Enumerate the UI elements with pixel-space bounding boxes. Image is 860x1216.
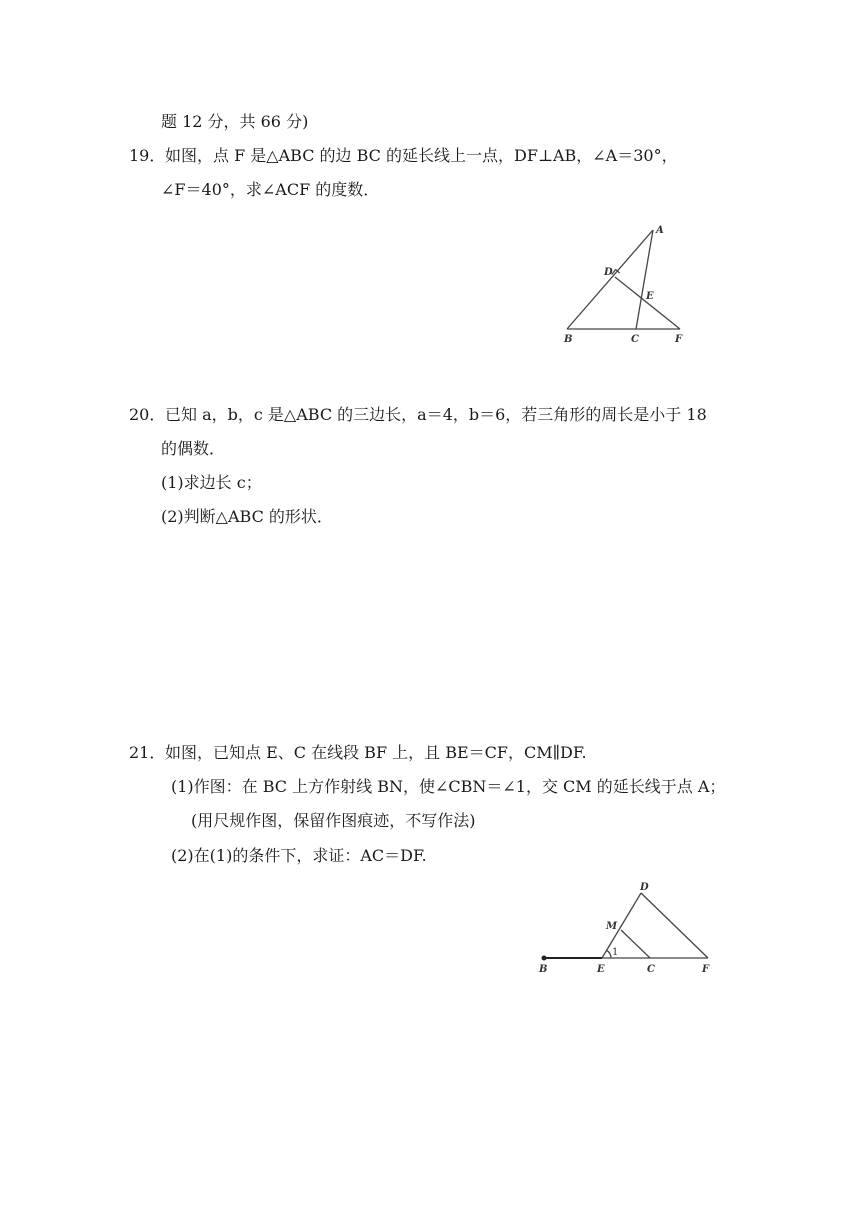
question-20-line-2: 的偶数． [161, 439, 226, 458]
segment-DF [615, 277, 680, 329]
segment-DF [641, 893, 708, 958]
label-E: E [646, 291, 654, 302]
label-F: F [675, 334, 683, 345]
label-B: B [564, 334, 573, 345]
section-header-tail: 题 12 分，共 66 分) [161, 112, 309, 131]
segment-BA [567, 230, 653, 329]
question-21-figure [530, 878, 720, 983]
label-A: A [656, 225, 664, 236]
angle-1-label: 1 [612, 947, 619, 958]
question-20-line-1: 已知 a，b，c 是△ABC 的三边长，a＝4，b＝6，若三角形的周长是小于 18 [165, 405, 707, 424]
question-21-number: 21． [129, 743, 166, 762]
question-21-part-2: (2)在(1)的条件下，求证：AC＝DF. [171, 846, 427, 865]
label-C: C [631, 334, 639, 345]
label-B: B [539, 964, 548, 975]
question-19-line-2: ∠F＝40°，求∠ACF 的度数． [161, 180, 380, 199]
question-21-part-1: (1)作图：在 BC 上方作射线 BN，使∠CBN＝∠1，交 CM 的延长线于点 A； [171, 777, 726, 796]
question-20-part-1: (1)求边长 c； [161, 473, 262, 492]
segment-CA [636, 230, 653, 329]
question-20-part-2: (2)判断△ABC 的形状． [161, 507, 333, 526]
label-M: M [606, 921, 618, 932]
label-F: F [702, 964, 710, 975]
question-19-line-1: 如图，点 F 是△ABC 的边 BC 的延长线上一点，DF⊥AB，∠A＝30°， [165, 146, 678, 165]
segment-CM [621, 930, 650, 958]
angle-1-arc [607, 950, 611, 958]
label-E: E [597, 964, 605, 975]
question-21-part-1-note: (用尺规作图，保留作图痕迹，不写作法) [191, 811, 476, 830]
point-B [542, 956, 547, 961]
label-C: C [647, 964, 655, 975]
label-D: D [604, 267, 613, 278]
question-21-line-1: 如图，已知点 E、C 在线段 BF 上，且 BE＝CF，CM∥DF. [165, 743, 587, 762]
question-19-number: 19． [129, 146, 166, 165]
label-D: D [640, 882, 649, 893]
question-19-figure [555, 220, 695, 350]
question-20-number: 20． [129, 405, 166, 424]
